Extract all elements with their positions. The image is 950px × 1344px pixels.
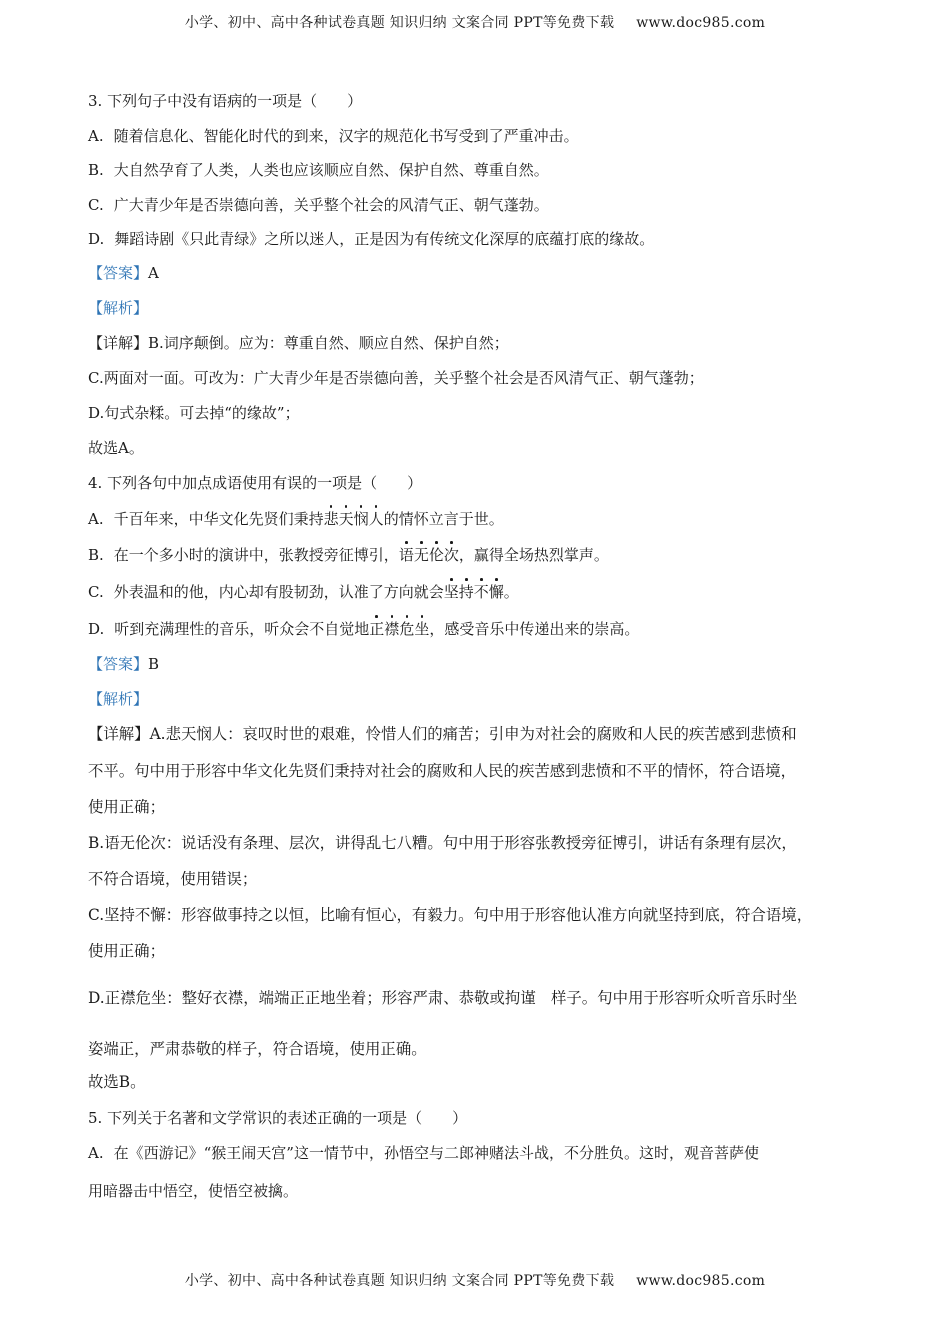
q3-detail-4: 故选A。 (88, 439, 144, 457)
dotted-char: 不 (473, 583, 489, 601)
q3-detail-1: 【详解】B.词序颠倒。应为：尊重自然、顺应自然、保护自然； (88, 334, 509, 352)
q4-detail-4: B.语无伦次：说话没有条理、层次，讲得乱七八糟。句中用于形容张教授旁征博引，讲话有条理有层次， (88, 834, 797, 852)
q5-stem: 5. 下列关于名著和文学常识的表述正确的一项是（ ） (88, 1109, 468, 1127)
q4-detail-10: 故选B。 (88, 1073, 146, 1091)
q4-detail-1: 【详解】A.悲天悯人：哀叹时世的艰难，怜惜人们的痛苦；引申为对社会的腐败和人民的疾苦感到悲愤和 (88, 725, 797, 743)
footer-text: 小学、初中、高中各种试卷真题 知识归纳 文案合同 PPT等免费下载 (184, 1273, 615, 1289)
q4-option-a: A. 千百年来，中华文化先贤们秉持悲天悯人的情怀立言于世。 (88, 510, 504, 528)
dotted-char: 危 (399, 620, 415, 638)
q4-detail-2: 不平。句中用于形容中华文化先贤们秉持对社会的腐败和人民的疾苦感到悲愤和不平的情怀，符合语境， (88, 762, 796, 780)
dotted-char: 无 (413, 546, 429, 564)
dotted-char: 坐 (414, 620, 430, 638)
q4-detail-5: 不符合语境，使用错误； (88, 870, 258, 888)
q4-answer: 【答案】B (88, 655, 160, 673)
q4-detail-9: 姿端正，严肃恭敬的样子，符合语境，使用正确。 (88, 1040, 427, 1058)
q5-option-a: A. 在《西游记》“猴王闹天宫”这一情节中，孙悟空与二郎神赌法斗战，不分胜负。这时，观音菩萨使 (88, 1144, 759, 1162)
header-site[interactable]: www.doc985.com (636, 15, 766, 31)
q3-option-b: B. 大自然孕育了人类，人类也应该顺应自然、保护自然、尊重自然。 (88, 161, 549, 179)
q4-stem: 4. 下列各句中加点成语使用有误的一项是（ ） (88, 474, 423, 492)
dotted-char: 人 (368, 510, 384, 528)
q3-stem: 3. 下列句子中没有语病的一项是（ ） (88, 92, 363, 110)
q3-option-a: A. 随着信息化、智能化时代的到来，汉字的规范化书写受到了严重冲击。 (88, 127, 579, 145)
q3-analysis-tag: 【解析】 (88, 299, 149, 317)
q4-option-d: D. 听到充满理性的音乐，听众会不自觉地正襟危坐，感受音乐中传递出来的崇高。 (88, 620, 640, 638)
dotted-char: 懈 (488, 583, 504, 601)
q3-option-d: D. 舞蹈诗剧《只此青绿》之所以迷人，正是因为有传统文化深厚的底蕴打底的缘故。 (88, 230, 655, 248)
dotted-char: 持 (458, 583, 474, 601)
q3-answer: 【答案】A (88, 264, 159, 282)
dotted-char: 语 (398, 546, 414, 564)
dotted-char: 伦 (428, 546, 444, 564)
dotted-char: 天 (338, 510, 354, 528)
q3-detail-2: C.两面对一面。可改为：广大青少年是否崇德向善，关乎整个社会是否风清气正、朝气蓬勃； (88, 369, 704, 387)
q3-option-c: C. 广大青少年是否崇德向善，关乎整个社会的风清气正、朝气蓬勃。 (88, 196, 549, 214)
q4-analysis-tag: 【解析】 (88, 690, 149, 708)
q4-option-b: B. 在一个多小时的演讲中，张教授旁征博引，语无伦次，赢得全场热烈掌声。 (88, 546, 609, 564)
q4-detail-8: D.正襟危坐：整好衣襟，端端正正地坐着；形容严肃、恭敬或拘谨 样子。句中用于形容听众听音乐时坐 (88, 989, 798, 1007)
q4-detail-6: C.坚持不懈：形容做事持之以恒，比喻有恒心，有毅力。句中用于形容他认准方向就坚持到底，符合语境， (88, 906, 813, 924)
dotted-char: 坚 (443, 583, 459, 601)
q5-option-a-cont: 用暗器击中悟空，使悟空被擒。 (88, 1182, 299, 1200)
page-footer (0, 1270, 950, 1290)
header-text: 小学、初中、高中各种试卷真题 知识归纳 文案合同 PPT等免费下载 (184, 15, 615, 31)
q4-detail-3: 使用正确； (88, 798, 165, 816)
dotted-char: 襟 (384, 620, 400, 638)
footer-site[interactable]: www.doc985.com (636, 1273, 766, 1289)
dotted-char: 次 (443, 546, 459, 564)
q4-detail-7: 使用正确； (88, 942, 165, 960)
q4-option-c: C. 外表温和的他，内心却有股韧劲，认准了方向就会坚持不懈。 (88, 583, 519, 601)
page-header (0, 12, 950, 32)
q3-detail-3: D.句式杂糅。可去掉“的缘故”； (88, 404, 300, 422)
dotted-char: 悯 (353, 510, 369, 528)
dotted-char: 正 (369, 620, 385, 638)
dotted-char: 悲 (323, 510, 339, 528)
